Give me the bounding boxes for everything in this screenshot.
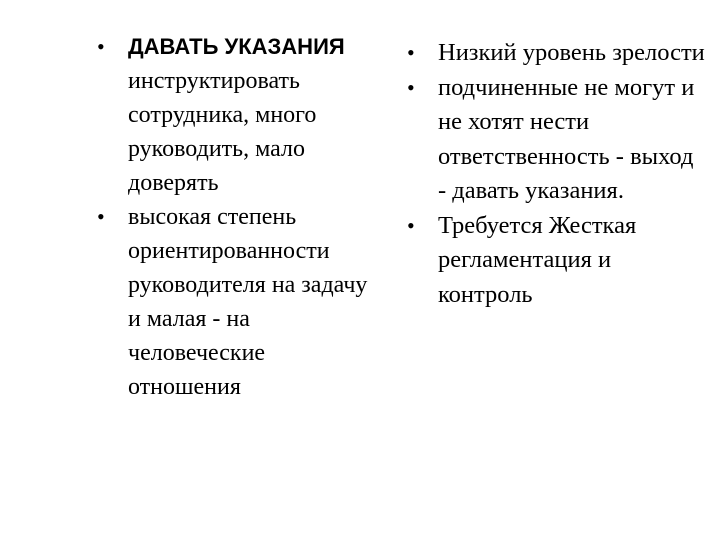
bullet-icon: • <box>97 34 105 59</box>
bullet-icon: • <box>97 204 105 229</box>
right-bullet-item-responsibility <box>405 71 705 209</box>
orientation-description: высокая степень ориентированности руководителя на задачу и малая - на человеческие отношения <box>128 204 368 400</box>
right-bullet-list <box>405 36 705 312</box>
left-bullet-item-orientation <box>95 200 375 404</box>
right-bullet-item-control <box>405 209 705 313</box>
left-bullet-item-directive <box>95 30 375 200</box>
responsibility-text: подчиненные не могут и не хотят нести ответственность - выход - давать указания. <box>438 73 695 204</box>
control-text: Требуется Жесткая регламентация и контроль <box>438 211 637 308</box>
bullet-icon: • <box>407 40 415 65</box>
directive-heading: ДАВАТЬ УКАЗАНИЯ <box>128 34 345 59</box>
directive-description: инструктировать сотрудника, много руководить, мало доверять <box>128 68 317 196</box>
bullet-icon: • <box>407 74 415 100</box>
right-bullet-item-maturity <box>405 36 705 71</box>
bullet-icon: • <box>407 212 415 238</box>
maturity-text: Низкий уровень зрелости <box>438 39 705 66</box>
left-bullet-list <box>95 30 375 404</box>
